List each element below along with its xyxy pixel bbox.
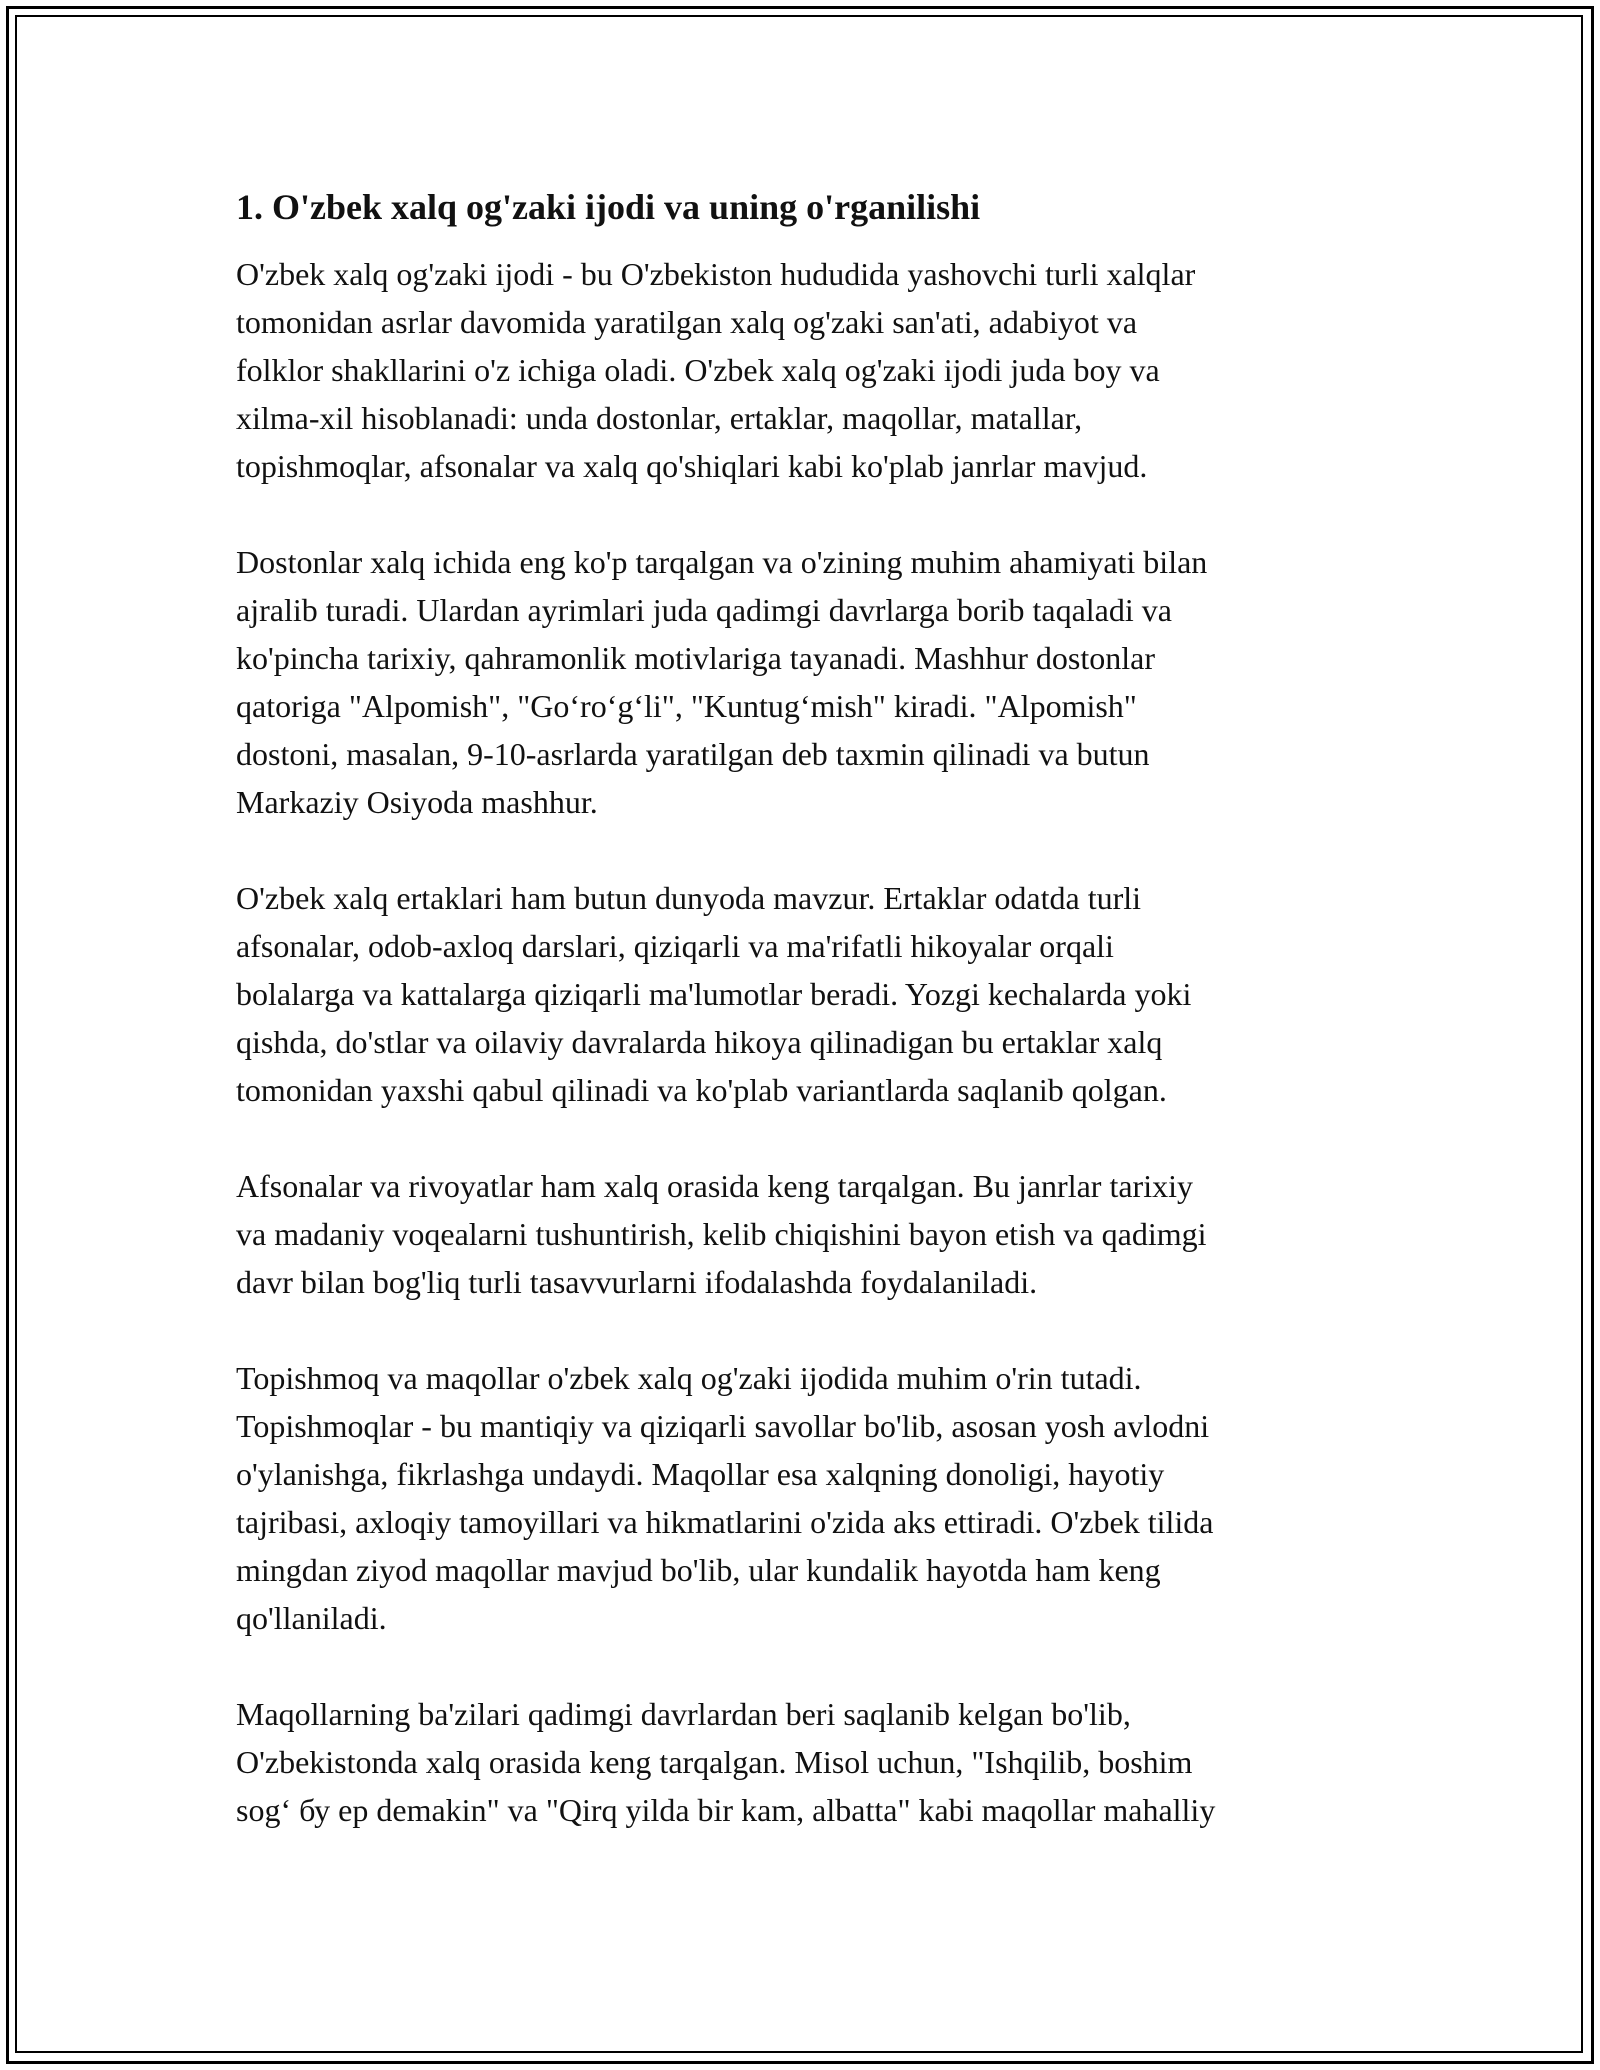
paragraph-topishmoq: Topishmoq va maqollar o'zbek xalq og'zaki ijodida muhim o'rin tutadi. Topishmoqlar - bu mantiqiy va qiziqarli savollar bo'lib, asosan yosh avlodni o'ylanishga, fikrlashga undaydi. Maqollar esa xalqning donoligi, hayotiy tajribasi, axloqiy tamoyillari va hikmatlarini o'zida aks ettiradi. O'zbek tilida mingdan ziyod maqollar mavjud bo'lib, ular kundalik hayotda ham keng qo'llaniladi. [236,1360,1214,1636]
document-body [236,184,1376,1882]
section-heading: 1. O'zbek xalq og'zaki ijodi va uning o'rganilishi [236,187,981,227]
paragraph-afsonalar: Afsonalar va rivoyatlar ham xalq orasida keng tarqalgan. Bu janrlar tarixiy va madaniy voqealarni tushuntirish, kelib chiqishini bayon etish va qadimgi davr bilan bog'liq turli tasavvurlarni ifodalashda foydalaniladi. [236,1168,1207,1300]
paragraph-maqollar: Maqollarning ba'zilari qadimgi davrlardan beri saqlanib kelgan bo'lib, O'zbekistonda xalq orasida keng tarqalgan. Misol uchun, "Ishqilib, boshim sog‘ бу ер demakin" va "Qirq yilda bir kam, albatta" kabi maqollar mahalliy [236,1696,1216,1828]
paragraph-dostonlar: Dostonlar xalq ichida eng ko'p tarqalgan va o'zining muhim ahamiyati bilan ajralib turadi. Ulardan ayrimlari juda qadimgi davrlarga borib taqaladi va ko'pincha tarixiy, qahramonlik motivlariga tayanadi. Mashhur dostonlar qatoriga "Alpomish", "Go‘ro‘g‘li", "Kuntug‘mish" kiradi. "Alpomish" dostoni, masalan, 9-10-asrlarda yaratilgan deb taxmin qilinadi va butun Markaziy Osiyoda mashhur. [236,544,1208,820]
paragraph-ertaklar: O'zbek xalq ertaklari ham butun dunyoda mavzur. Ertaklar odatda turli afsonalar, odob-axloq darslari, qiziqarli va ma'rifatli hikoyalar orqali bolalarga va kattalarga qiziqarli ma'lumotlar beradi. Yozgi kechalarda yoki qishda, do'stlar va oilaviy davralarda hikoya qilinadigan bu ertaklar xalq tomonidan yaxshi qabul qilinadi va ko'plab variantlarda saqlanib qolgan. [236,880,1192,1108]
paragraph-intro: O'zbek xalq og'zaki ijodi - bu O'zbekiston hududida yashovchi turli xalqlar tomonidan asrlar davomida yaratilgan xalq og'zaki san'ati, adabiyot va folklor shakllarini o'z ichiga oladi. O'zbek xalq og'zaki ijodi juda boy va xilma-xil hisoblanadi: unda dostonlar, ertaklar, maqollar, matallar, topishmoqlar, afsonalar va xalq qo'shiqlari kabi ko'plab janrlar mavjud. [236,256,1196,484]
